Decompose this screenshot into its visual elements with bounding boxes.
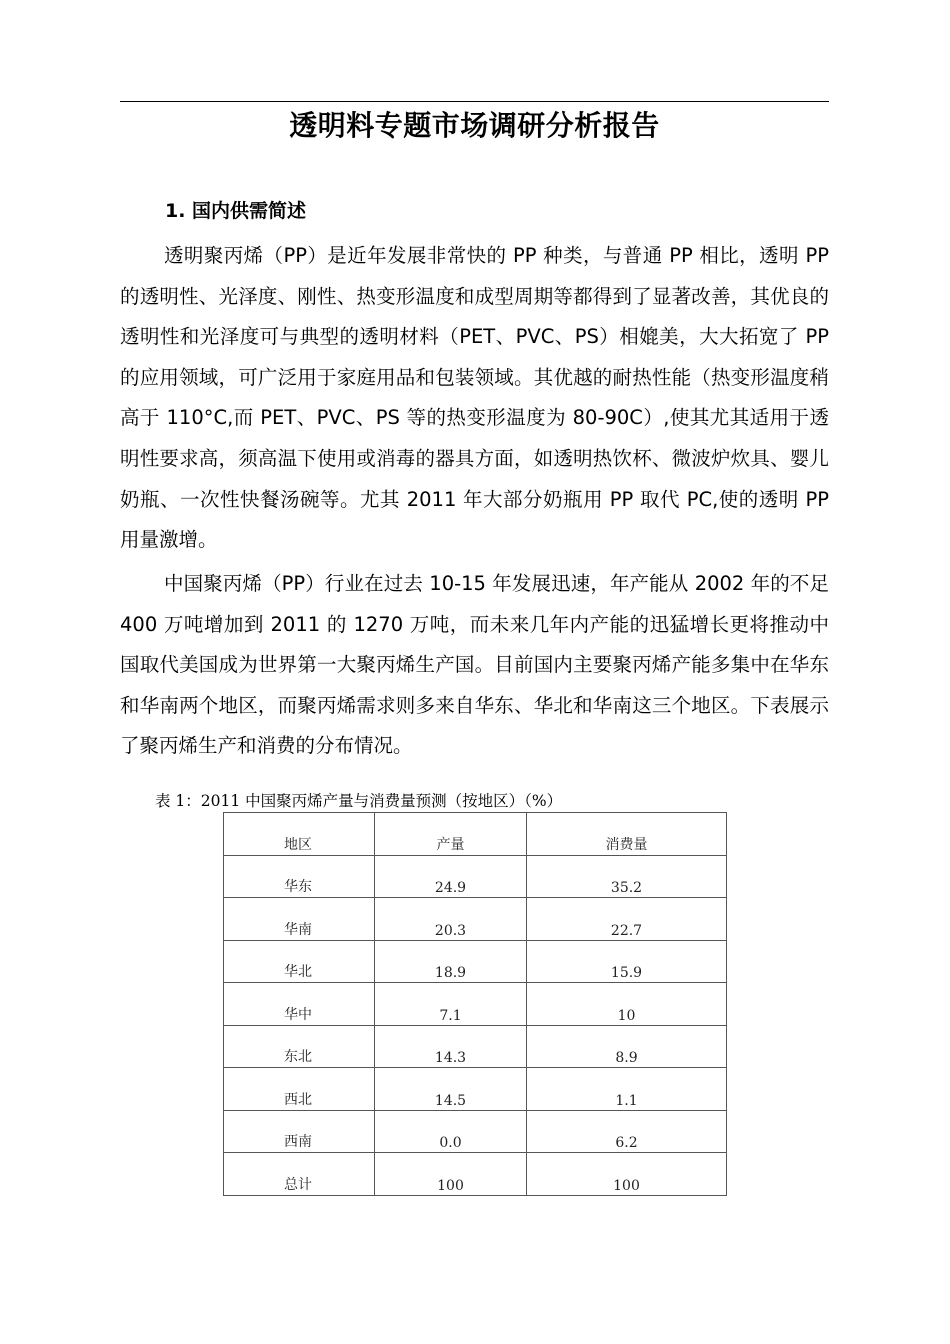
consumption-cell: 10 [527, 983, 727, 1026]
table-row [224, 1068, 727, 1111]
table-row [224, 898, 727, 941]
header-cell-consumption: 消费量 [527, 813, 727, 856]
production-cell: 14.5 [375, 1068, 527, 1111]
header-cell-region: 地区 [224, 813, 375, 856]
table-row [224, 1110, 727, 1153]
table-row [224, 855, 727, 898]
region-cell: 华北 [224, 940, 375, 983]
region-cell: 东北 [224, 1025, 375, 1068]
region-cell: 西北 [224, 1068, 375, 1111]
production-cell: 100 [375, 1153, 527, 1196]
consumption-cell: 1.1 [527, 1068, 727, 1111]
consumption-cell: 6.2 [527, 1110, 727, 1153]
region-cell: 西南 [224, 1110, 375, 1153]
consumption-cell: 100 [527, 1153, 727, 1196]
table-total-row [224, 1153, 727, 1196]
production-cell: 7.1 [375, 983, 527, 1026]
table-caption: 表 1：2011 中国聚丙烯产量与消费量预测（按地区）（%） [155, 792, 563, 810]
paragraph-transparent-pp: 透明聚丙烯（PP）是近年发展非常快的 PP 种类，与普通 PP 相比，透明 PP 的透明性、光泽度、刚性、热变形温度和成型周期等都得到了显著改善，其优良的透明性和光泽度可与典型的透明材料（PET、PVC、PS）相媲美，大大拓宽了 PP 的应用领域，可广泛用于家庭用品和包装领域。其优越的耐热性能（热变形温度稍高于 110°C,而 PET、PVC、PS 等的热变形温度为 80-90C）,使其尤其适用于透明性要求高，须高温下使用或消毒的器具方面，如透明热饮杯、微波炉炊具、婴儿奶瓶、一次性快餐汤碗等。尤其 2011 年大部分奶瓶用 PP 取代 PC,使的透明 PP 用量激增。 [120, 244, 829, 552]
region-cell: 华中 [224, 983, 375, 1026]
header-cell-production: 产量 [375, 813, 527, 856]
production-cell: 14.3 [375, 1025, 527, 1068]
production-cell: 0.0 [375, 1110, 527, 1153]
table-row [224, 940, 727, 983]
production-cell: 20.3 [375, 898, 527, 941]
paragraph-china-pp-industry: 中国聚丙烯（PP）行业在过去 10-15 年发展迅速，年产能从 2002 年的不足 400 万吨增加到 2011 的 1270 万吨，而未来几年内产能的迅猛增长更将推动中国取代美国成为世界第一大聚丙烯生产国。目前国内主要聚丙烯产能多集中在华东和华南两个地区，而聚丙烯需求则多来自华东、华北和华南这三个地区。下表展示了聚丙烯生产和消费的分布情况。 [120, 572, 829, 758]
region-cell: 华南 [224, 898, 375, 941]
table-row [224, 983, 727, 1026]
production-cell: 24.9 [375, 855, 527, 898]
consumption-cell: 22.7 [527, 898, 727, 941]
section-heading: 1. 国内供需简述 [165, 200, 307, 222]
table-row [224, 1025, 727, 1068]
region-cell: 总计 [224, 1153, 375, 1196]
page-title: 透明料专题市场调研分析报告 [289, 109, 660, 142]
consumption-cell: 15.9 [527, 940, 727, 983]
region-cell: 华东 [224, 855, 375, 898]
production-cell: 18.9 [375, 940, 527, 983]
consumption-cell: 8.9 [527, 1025, 727, 1068]
pp-distribution-table [223, 812, 727, 1196]
consumption-cell: 35.2 [527, 855, 727, 898]
table-header-row [224, 813, 727, 856]
header-rule [120, 101, 829, 102]
